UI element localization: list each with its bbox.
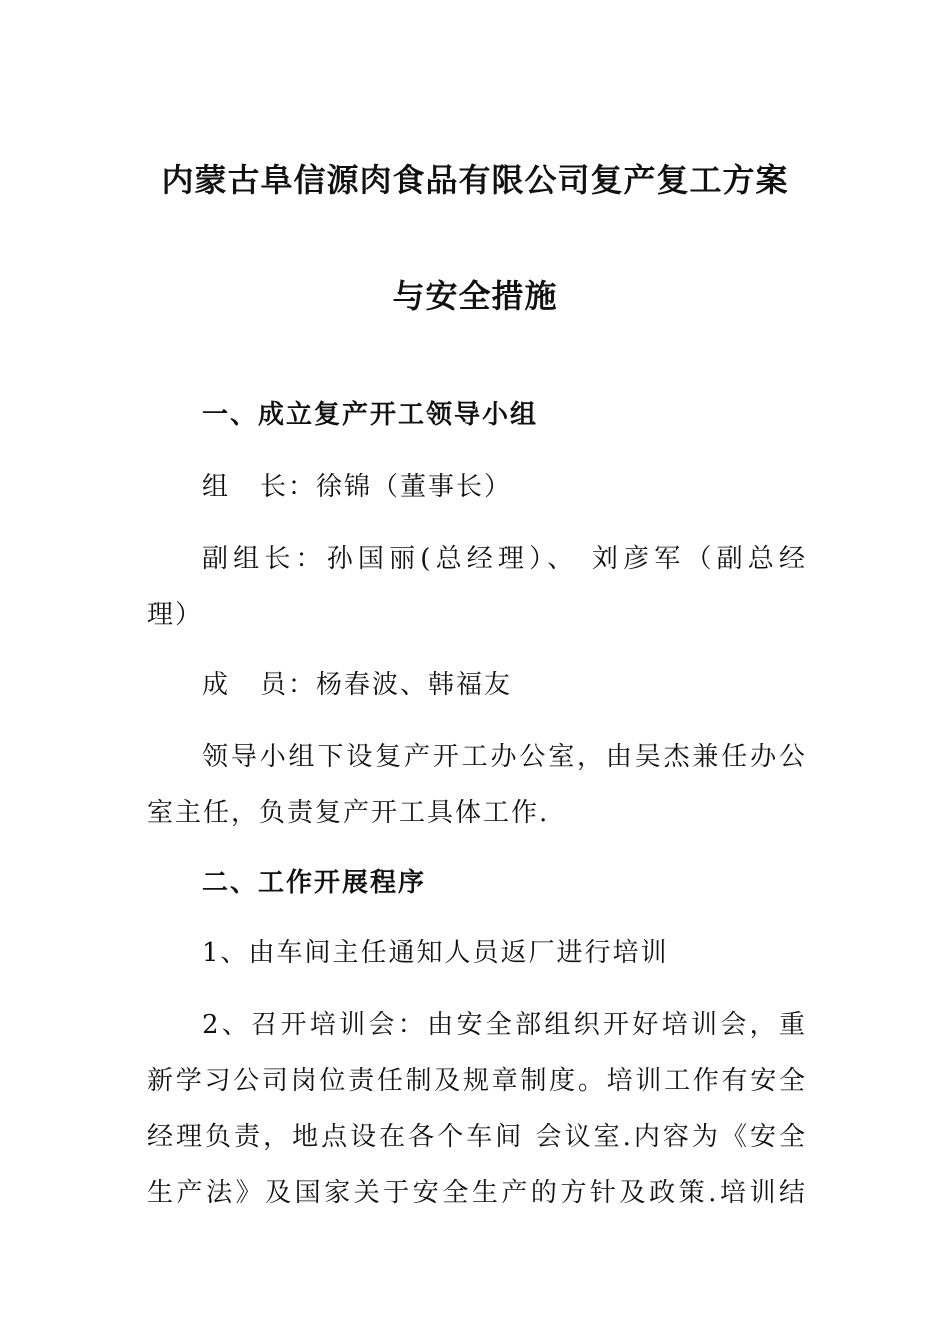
procedure-item-1: 1、由车间主任通知人员返厂进行培训 xyxy=(202,938,669,968)
leader-line xyxy=(202,470,862,504)
procedure-item-2-line-3: 经理负责，地点设在各个车间 会议室.内容为《安全 xyxy=(147,1122,807,1152)
members-label-part-1: 成 xyxy=(202,670,231,700)
deputy-leader-line-1: 副组长：孙国丽(总经理）、 刘彦军（副总经 xyxy=(202,544,807,574)
document-title-line-2: 与安全措施 xyxy=(392,277,558,315)
members-label-part-2: 员： xyxy=(260,670,317,700)
deputy-leader-line-2: 理） xyxy=(147,600,204,630)
leader-value: 徐锦（董事长） xyxy=(316,472,513,502)
section-1-heading: 一、成立复产开工领导小组 xyxy=(202,400,539,430)
office-line-1: 领导小组下设复产开工办公室，由吴杰兼任办公 xyxy=(202,742,807,772)
section-2-heading: 二、工作开展程序 xyxy=(202,868,427,898)
members-line xyxy=(202,668,862,702)
members-value: 杨春波、韩福友 xyxy=(316,670,513,700)
document-title-line-1: 内蒙古阜信源肉食品有限公司复产复工方案 xyxy=(161,161,789,199)
leader-label-part-1: 组 xyxy=(202,472,231,502)
procedure-item-2-line-4: 生产法》及国家关于安全生产的方针及政策.培训结 xyxy=(147,1178,807,1208)
procedure-item-2-line-2: 新学习公司岗位责任制及规章制度。培训工作有安全 xyxy=(147,1066,807,1096)
leader-label-part-2: 长： xyxy=(260,472,317,502)
procedure-item-2-line-1: 2、召开培训会：由安全部组织开好培训会，重 xyxy=(202,1010,807,1040)
office-line-2: 室主任，负责复产开工具体工作. xyxy=(147,798,550,828)
